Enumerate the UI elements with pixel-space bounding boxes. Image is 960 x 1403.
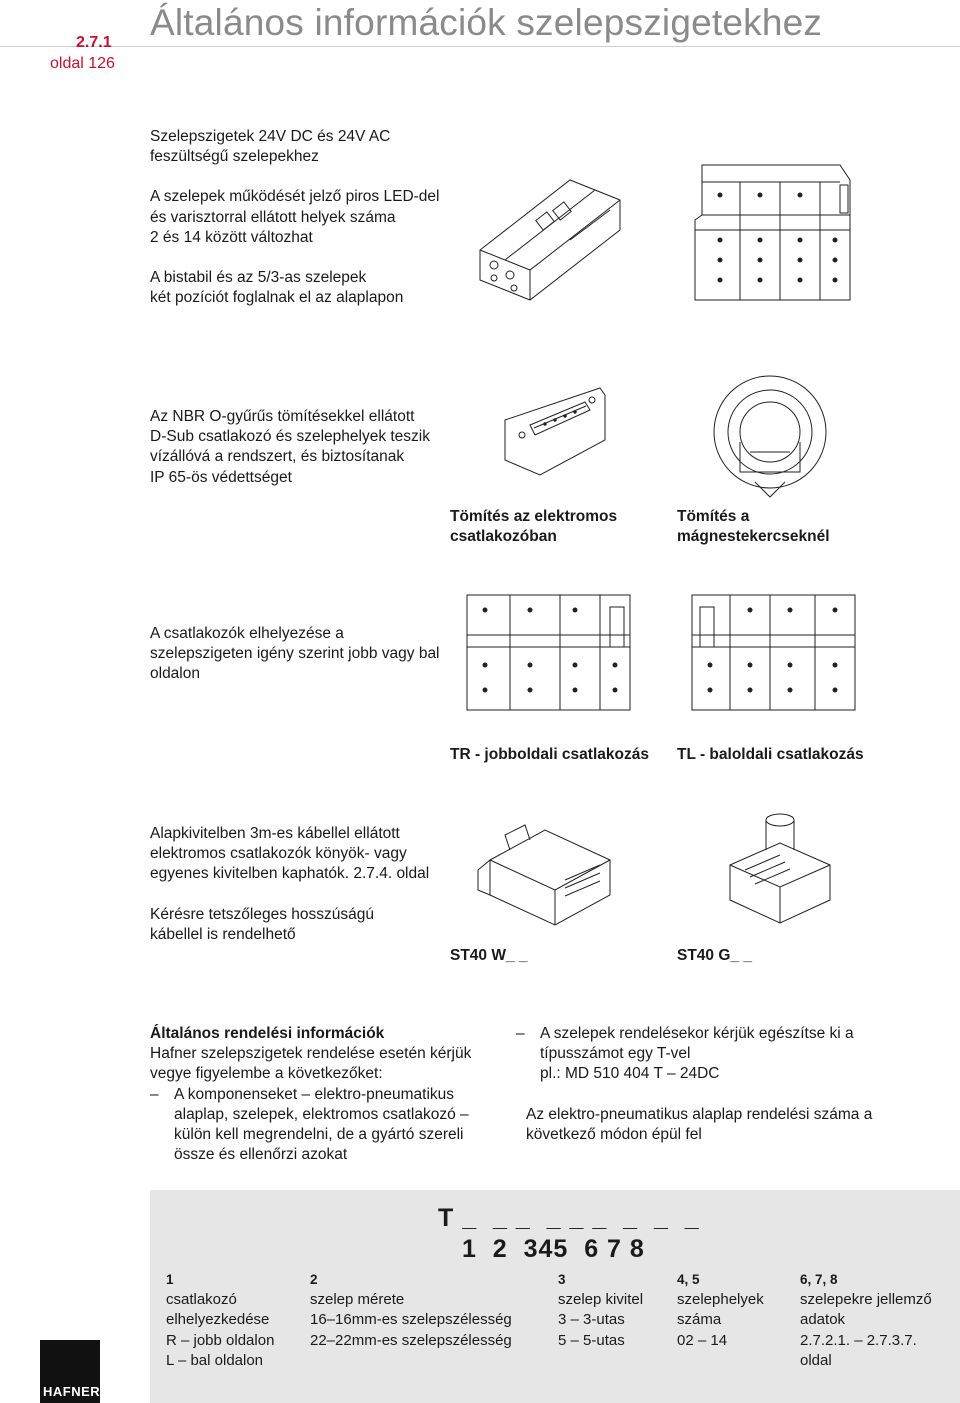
hafner-logo: HAFNER — [40, 1340, 100, 1403]
ordering-heading: Általános rendelési információk — [150, 1025, 385, 1042]
valve-island-drawing — [690, 160, 860, 310]
intro-text: Szelepszigetek 24V DC és 24V AC feszültségű szelepekhez A szelepek működését jelző piros LED-del és varisztorral ellátott helyek száma 2 és 14 között változhat A bistabil és az 5/3-as szelepek két pozíciót foglalnak el az alaplapon — [150, 128, 440, 307]
valve-island-tr-drawing — [465, 585, 640, 715]
code-column-6-8: 6, 7, 8 szelepekre jellemző adatok 2.7.2.1. – 2.7.3.7. oldal — [800, 1272, 932, 1369]
page-number: oldal 126 — [50, 55, 115, 72]
order-code-positions: 1 2 345 6 7 8 — [462, 1235, 645, 1263]
connector-seal-drawing — [500, 380, 610, 490]
ordering-info: Általános rendelési információk Hafner szelepszigetek rendelése esetén kérjük vegye figyelembe a következőket: – A komponenseket – elektro-pneumatikus alaplap, szelepek, elektromos csatlakozó – külön kell megrendelni, de a gyártó szereli össze és ellenőrzi azokat — [150, 1024, 505, 1165]
cable-connector-text: Alapkivitelben 3m-es kábellel ellátott elektromos csatlakozók könyök- vagy egyenes kivitelben kaphatók. 2.7.4. oldal Kérésre tetszőleges hosszúságú kábellel is rendelhető — [150, 825, 430, 943]
code-column-3: 3 szelep kivitel 3 – 3-utas 5 – 5-utas — [558, 1272, 644, 1349]
straight-connector-drawing — [720, 805, 840, 930]
caption-tr: TR - jobboldali csatlakozás — [450, 746, 649, 763]
elbow-connector-drawing — [470, 820, 620, 935]
connector-position-text: A csatlakozók elhelyezése a szelepszigeten igény szerint jobb vagy bal oldalon — [150, 625, 440, 683]
caption-tl: TL - baloldali csatlakozás — [677, 746, 864, 763]
ordering-right: – A szelepek rendelésekor kérjük egészítse ki a típusszámot egy T-vel pl.: MD 510 404 T – 24DC Az elektro-pneumatikus alaplap rendelési száma a következő módon épül fel — [516, 1024, 896, 1145]
caption-connector-seal: Tömítés az elektromos csatlakozóban — [450, 508, 618, 546]
valve-block-drawing — [470, 160, 630, 310]
code-column-1: 1 csatlakozó elhelyezkedése R – jobb oldalon L – bal oldalon — [166, 1272, 275, 1369]
page-title: Általános információk szelepszigetekhez — [150, 2, 823, 43]
seal-text: Az NBR O-gyűrűs tömítésekkel ellátott D-Sub csatlakozó és szelephelyek teszik vízállóvá a rendszert, és biztosítanak IP 65-ös védettséget — [150, 408, 430, 486]
ordering-item-2: – A szelepek rendelésekor kérjük egészítse ki a típusszámot egy T-vel pl.: MD 510 404 T – 24DC — [516, 1025, 854, 1083]
caption-st40g: ST40 G_ _ — [677, 947, 752, 964]
order-code-pattern: T _ _ _ _ _ _ _ _ _ — [438, 1204, 700, 1232]
caption-coil-seal: Tömítés a mágnestekercseknél — [677, 508, 830, 546]
code-column-4-5: 4, 5 szelephelyek száma 02 – 14 — [677, 1272, 764, 1349]
coil-seal-drawing — [705, 372, 835, 502]
section-number: 2.7.1 — [76, 34, 112, 51]
header-rule — [0, 46, 960, 47]
caption-st40w: ST40 W_ _ — [450, 947, 528, 964]
code-column-2: 2 szelep mérete 16–16mm-es szelepszélesség 22–22mm-es szelepszélesség — [310, 1272, 512, 1349]
valve-island-tl-drawing — [690, 585, 865, 715]
ordering-item-1: – A komponenseket – elektro-pneumatikus alaplap, szelepek, elektromos csatlakozó – külön kell megrendelni, de a gyártó szereli össze és ellenőrzi azokat — [150, 1085, 469, 1164]
